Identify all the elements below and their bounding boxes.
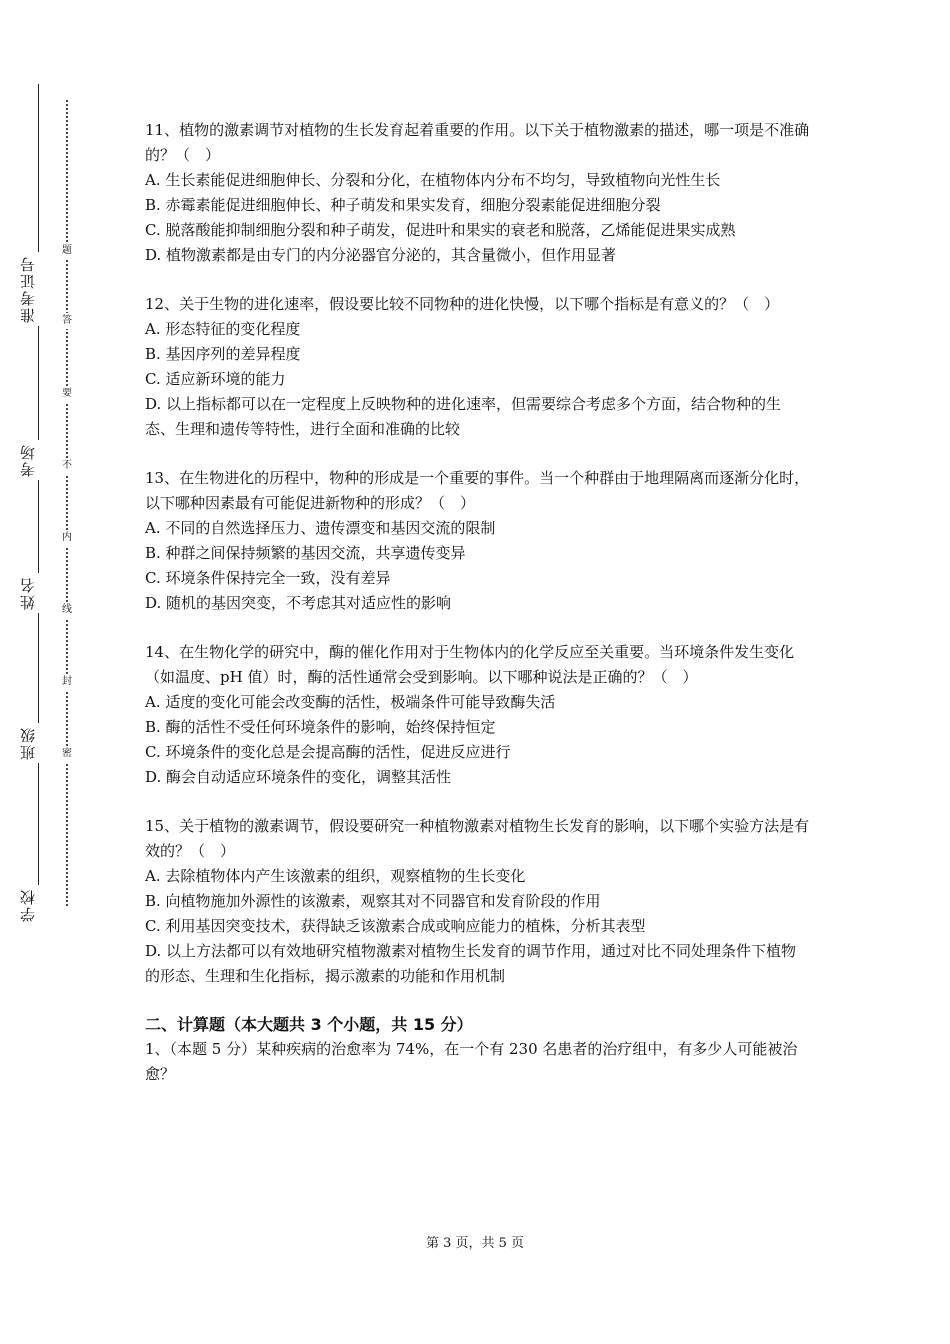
question-stem: 12、关于生物的进化速率，假设要比较不同物种的进化快慢，以下哪个指标是有意义的？（ ）: [145, 295, 780, 313]
question-12: [145, 292, 810, 442]
seal-char: 答: [60, 313, 74, 329]
question-13: [145, 466, 810, 616]
option-b: B. 基因序列的差异程度: [145, 345, 301, 363]
option-c: C. 环境条件保持完全一致，没有差异: [145, 569, 391, 587]
option-d: D. 植物激素都是由专门的内分泌器官分泌的，其含量微小，但作用显著: [145, 246, 617, 264]
field-name: 姓名: [20, 573, 56, 613]
option-b: B. 赤霉素能促进细胞伸长、种子萌发和果实发育，细胞分裂素能促进细胞分裂: [145, 196, 661, 214]
field-exam-number: 准考证号: [20, 252, 56, 326]
option-c: C. 适应新环境的能力: [145, 370, 286, 388]
seal-char: 题: [60, 243, 74, 259]
option-d: D. 以上指标都可以在一定程度上反映物种的进化速率，但需要综合考虑多个方面，结合物种的生态、生理和遗传等特性，进行全面和准确的比较: [145, 395, 782, 438]
seal-char: 不: [60, 458, 74, 474]
seal-char: 内: [60, 530, 74, 546]
seal-char: 密: [60, 746, 74, 762]
option-a: A. 生长素能促进细胞伸长、分裂和分化，在植物体内分布不均匀，导致植物向光性生长: [145, 171, 721, 189]
question-14: [145, 640, 810, 790]
option-b: B. 种群之间保持频繁的基因交流，共享遗传变异: [145, 544, 466, 562]
question-stem: 13、在生物进化的历程中，物种的形成是一个重要的事件。当一个种群由于地理隔离而逐渐分化时，以下哪种因素最有可能促进新物种的形成？（ ）: [145, 469, 810, 512]
binding-solid-line: [38, 84, 39, 914]
option-d: D. 酶会自动适应环境条件的变化，调整其活性: [145, 768, 452, 786]
option-a: A. 不同的自然选择压力、遗传漂变和基因交流的限制: [145, 519, 496, 537]
field-class: 班级: [20, 723, 56, 763]
question-11: [145, 118, 810, 268]
field-school: 学校: [20, 885, 56, 925]
question-stem: 14、在生物化学的研究中，酶的催化作用对于生物体内的化学反应至关重要。当环境条件发生变化（如温度、pH 值）时，酶的活性通常会受到影响。以下哪种说法是正确的？（ ）: [145, 643, 795, 686]
calc-question-1: 1、（本题 5 分）某种疾病的治愈率为 74%，在一个有 230 名患者的治疗组中，有多少人可能被治愈？: [145, 1040, 798, 1083]
option-a: A. 去除植物体内产生该激素的组织，观察植物的生长变化: [145, 867, 526, 885]
binding-dotted-line: [66, 100, 68, 906]
field-exam-room: 考场: [20, 440, 56, 480]
option-a: A. 适度的变化可能会改变酶的活性，极端条件可能导致酶失活: [145, 693, 556, 711]
section-title: 二、计算题（本大题共 3 个小题，共 15 分）: [145, 1015, 473, 1034]
option-c: C. 脱落酸能抑制细胞分裂和种子萌发，促进叶和果实的衰老和脱落，乙烯能促进果实成熟: [145, 221, 736, 239]
option-c: C. 环境条件的变化总是会提高酶的活性，促进反应进行: [145, 743, 511, 761]
option-b: B. 向植物施加外源性的该激素，观察其对不同器官和发育阶段的作用: [145, 892, 601, 910]
question-stem: 15、关于植物的激素调节，假设要研究一种植物激素对植物生长发育的影响，以下哪个实验方法是有效的？（ ）: [145, 817, 810, 860]
question-stem: 11、植物的激素调节对植物的生长发育起着重要的作用。以下关于植物激素的描述，哪一项是不准确的？（ ）: [145, 121, 810, 164]
option-c: C. 利用基因突变技术，获得缺乏该激素合成或响应能力的植株，分析其表型: [145, 917, 646, 935]
option-d: D. 以上方法都可以有效地研究植物激素对植物生长发育的调节作用，通过对比不同处理条件下植物的形态、生理和生化指标，揭示激素的功能和作用机制: [145, 942, 797, 985]
option-b: B. 酶的活性不受任何环境条件的影响，始终保持恒定: [145, 718, 496, 736]
option-a: A. 形态特征的变化程度: [145, 320, 301, 338]
seal-char: 封: [60, 674, 74, 690]
seal-char: 线: [60, 602, 74, 618]
option-d: D. 随机的基因突变，不考虑其对适应性的影响: [145, 594, 452, 612]
question-15: [145, 814, 810, 989]
question-list: [145, 118, 810, 1087]
page-footer: 第 3 页，共 5 页: [425, 1236, 525, 1251]
seal-char: 要: [60, 386, 74, 402]
